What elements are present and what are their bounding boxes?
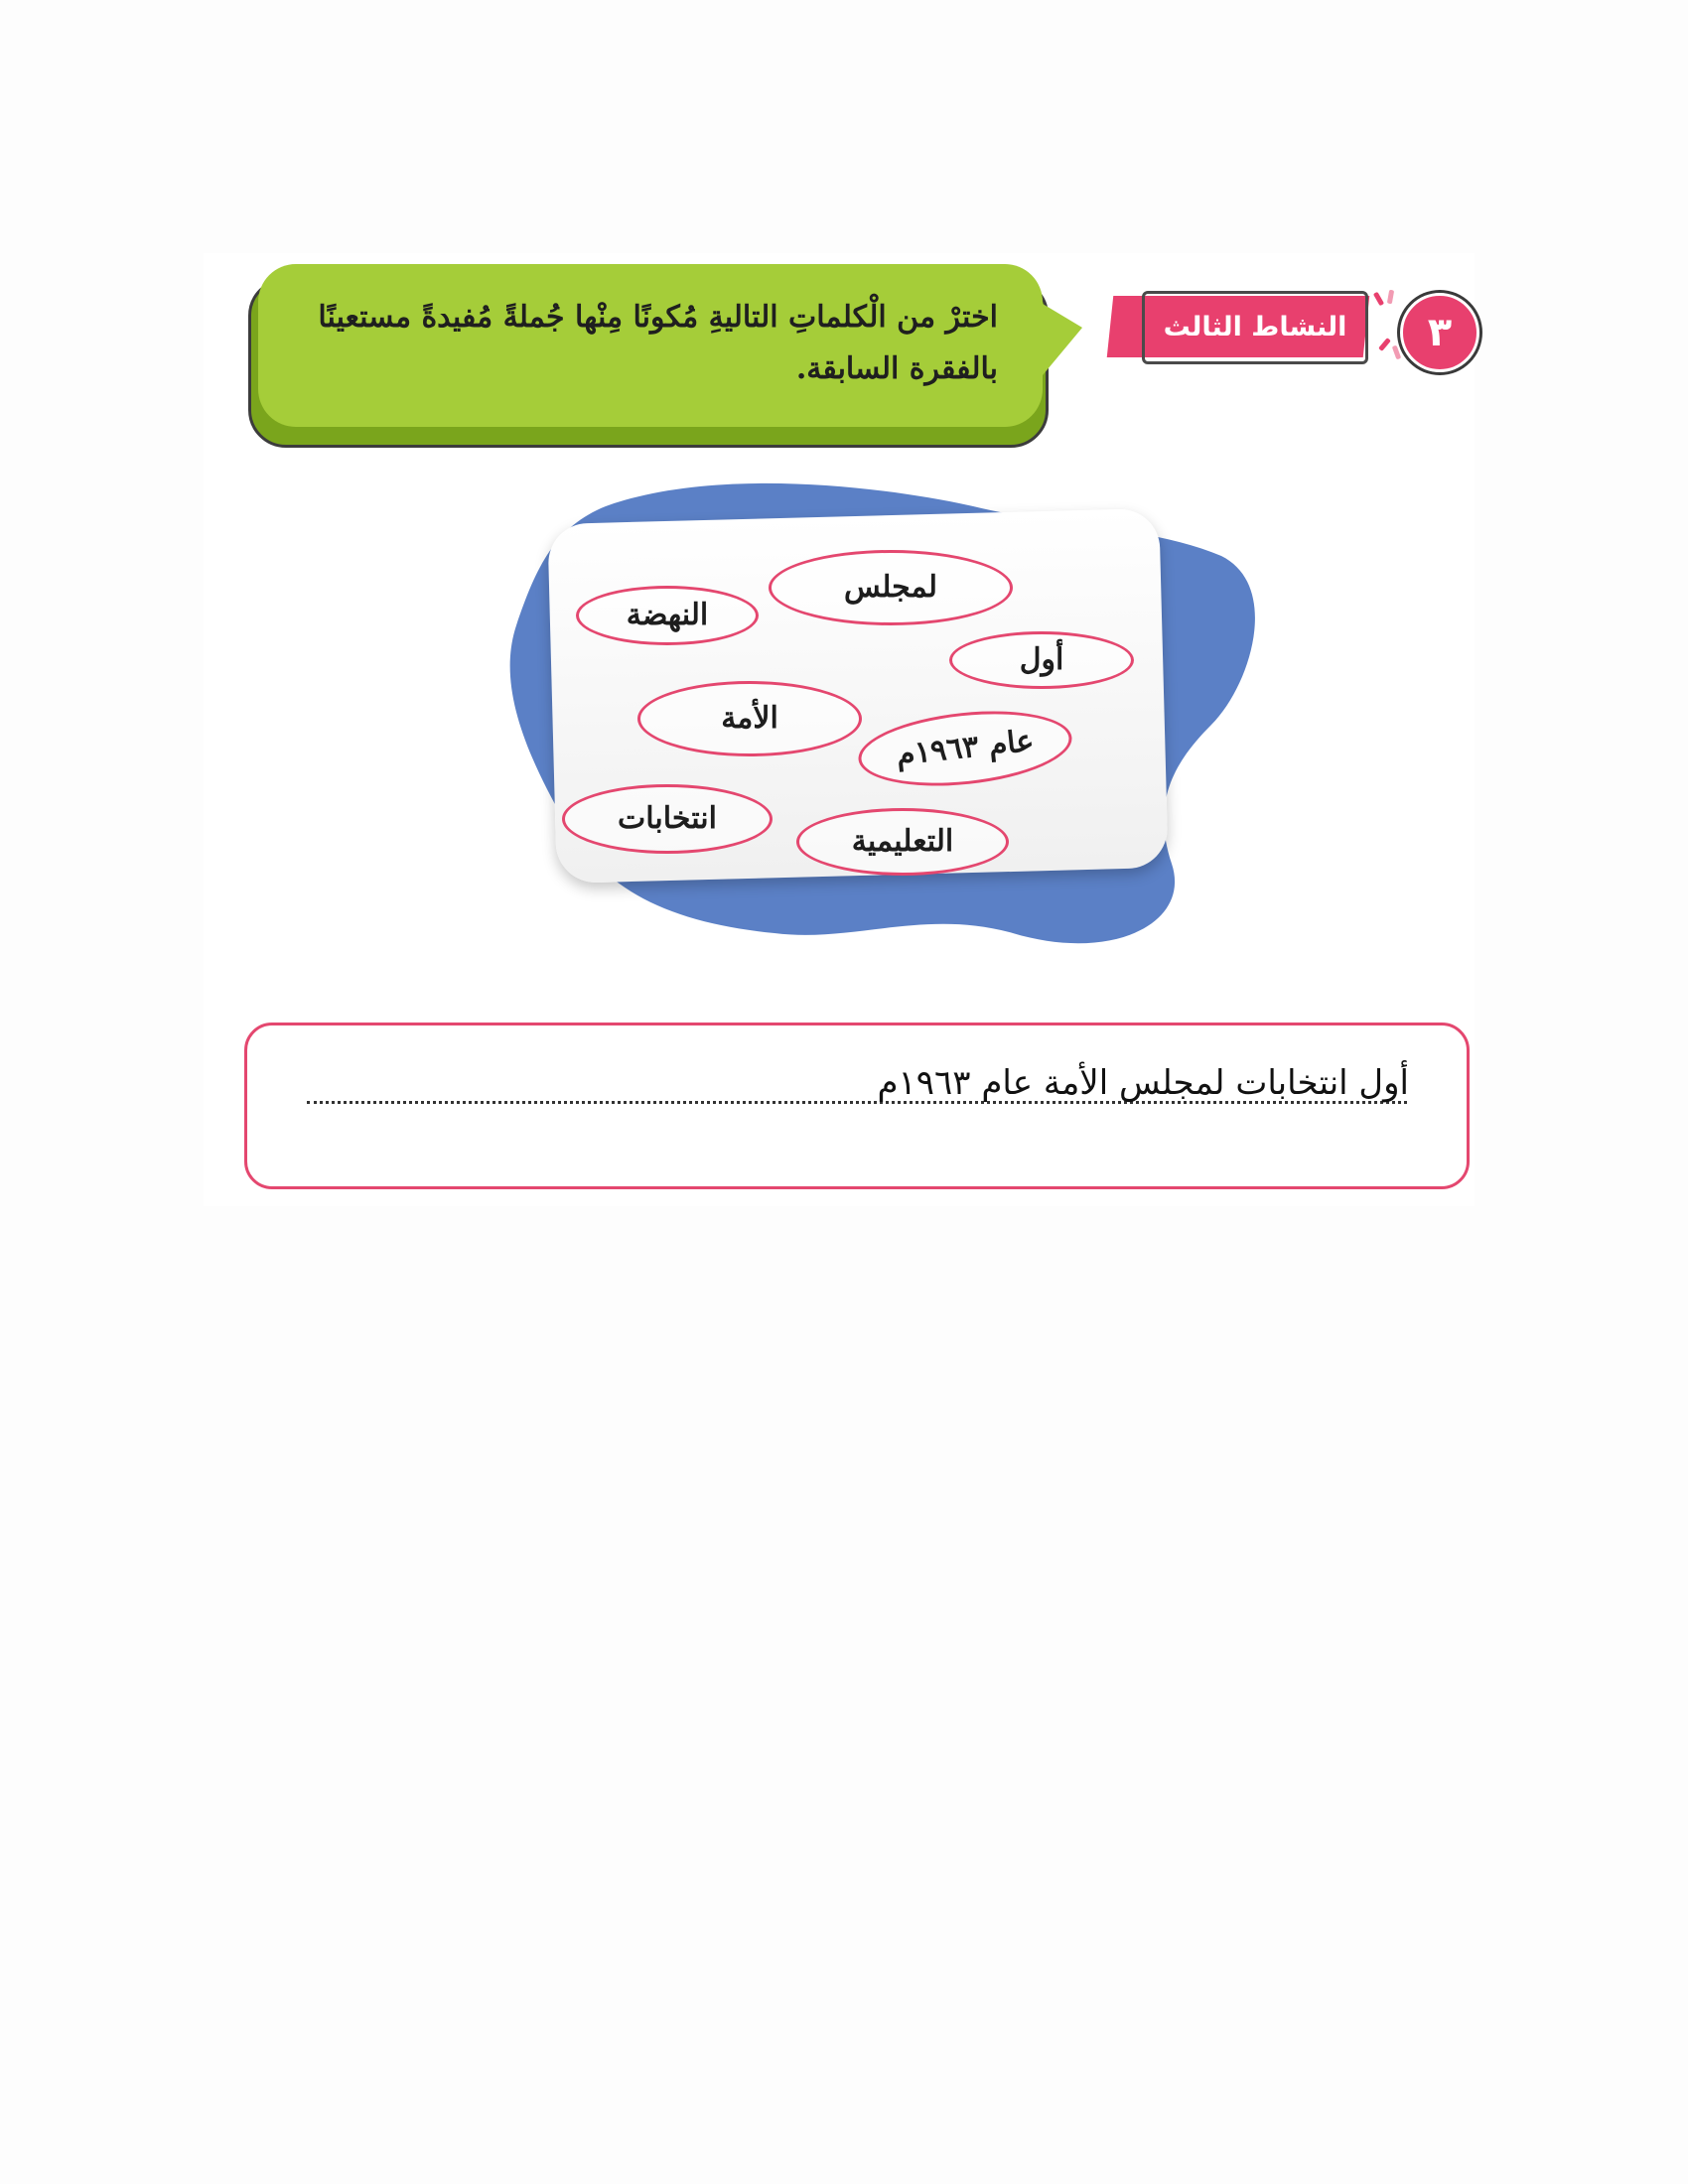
activity-title: النشاط الثالث bbox=[1142, 291, 1368, 364]
activity-badge bbox=[1102, 266, 1479, 385]
word-oval: التعليمية bbox=[796, 808, 1009, 876]
word-oval: الأمة bbox=[637, 681, 862, 756]
word-oval: أول bbox=[949, 631, 1134, 689]
word-oval: لمجلس bbox=[769, 550, 1013, 625]
word-oval: انتخابات bbox=[562, 784, 773, 854]
word-oval: عام ١٩٦٣م bbox=[855, 702, 1075, 795]
answer-box[interactable] bbox=[244, 1023, 1470, 1189]
activity-number: ٣ bbox=[1400, 293, 1479, 372]
instruction-text: اخترْ من الْكلماتِ التاليةِ مُكونًا مِنْها جُملةً مُفيدةً مستعينًا بالفقرة السابقة. bbox=[318, 300, 998, 386]
word-oval: النهضة bbox=[576, 586, 759, 645]
bubble-tail bbox=[1033, 298, 1082, 387]
answer-text: أول انتخابات لمجلس الأمة عام ١٩٦٣م bbox=[877, 1063, 1409, 1103]
